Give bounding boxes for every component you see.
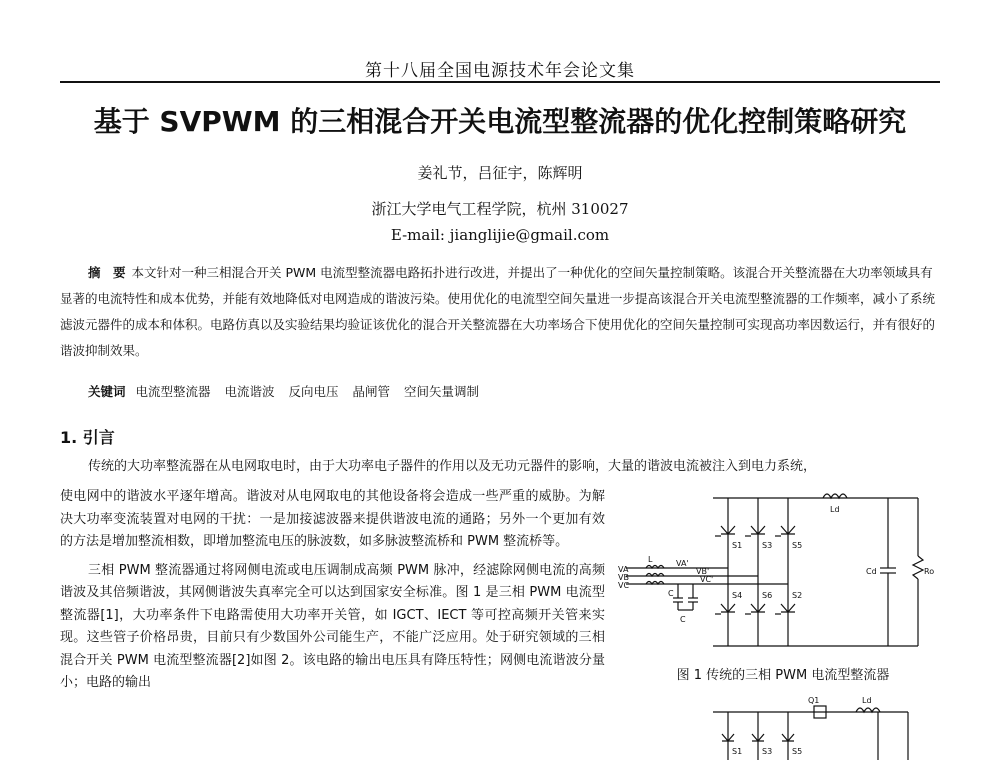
keywords-label: 关键词 [88,384,126,399]
label-c: C [668,589,674,598]
paragraph: 三相 PWM 整流器通过将网侧电流或电压调制成高频 PWM 脉冲，经滤除网侧电流的高频谐波及其倍频谐波，其网侧谐波失真率完全可以达到国家安全标准。图 1 是三相 PWM 电流型整流器[1]，大功率条件下电路需使用大功率开关管，如 IGCT、IECT 等可控高频开关管来实现。这些管子价格昂贵，目前只有少数国外公司能生产，不能广泛应用。处于研究领域的三相混合开关 PWM 电流型整流器[2]如图 2。该电路的输出电压具有降压特性；网侧电流谐波分量小；电路的输出 [60,562,605,690]
label-ro: Ro [924,567,935,576]
label-va: VA [618,565,629,574]
paper-affiliation: 浙江大学电气工程学院，杭州 310027 [371,200,629,218]
label-s5: S5 [792,747,803,756]
abstract-text: 本文针对一种三相混合开关 PWM 电流型整流器电路拓扑进行改进，并提出了一种优化的空间矢量控制策略。该混合开关整流器在大功率领域具有显著的电流特性和成本优势，并能有效地降低对电网造成的谐波污染。使用优化的电流型空间矢量进一步提高该混合开关电流型整流器的工作频率，减小了系统滤波元器件的成本和体积。电路仿真以及实验结果均验证该优化的混合开关整流器在大功率场合下使用优化的空间矢量控制可实现高功率因数运行，并有很好的谐波抑制效果。 [60,265,936,358]
label-vb: VB [618,573,629,582]
label-ld: Ld [830,505,840,514]
figure1-caption: 图 1 传统的三相 PWM 电流型整流器 [676,668,890,683]
label-vbp: VB' [696,567,710,576]
keyword-item: 电流型整流器 [135,384,211,399]
body-column [60,486,605,701]
abstract-label: 摘 要 [88,265,126,280]
label-c: C [680,615,686,624]
label-vcp: VC' [700,575,714,584]
abstract [60,260,940,364]
label-s6: S6 [762,591,773,600]
label-vc: VC [618,581,630,590]
label-s1: S1 [732,747,743,756]
figure2-circuit-diagram [618,694,948,760]
label-s3: S3 [762,747,773,756]
keyword-item: 反向电压 [288,384,339,399]
paragraph: 使电网中的谐波水平逐年增高。谐波对从电网取电的其他设备将会造成一些严重的威胁。为解决大功率变流装置对电网的干扰：一是加接滤波器来提供谐波电流的通路；另外一个更加有效的方法是增加整流相数，即增加整流电压的脉波数，如多脉波整流桥和 PWM 整流桥等。 [60,489,605,549]
label-vap: VA' [676,559,689,568]
figure1-circuit-diagram [618,486,948,656]
keywords [60,382,940,400]
label-s5: S5 [792,541,803,550]
paper-authors: 姜礼节，吕征宇，陈辉明 [417,164,583,182]
label-cd: Cd [866,567,877,576]
label-s4: S4 [732,591,743,600]
label-s2: S2 [792,591,803,600]
header-rule [60,81,940,83]
label-s3: S3 [762,541,773,550]
paragraph-first-line: 传统的大功率整流器在从电网取电时，由于大功率电子器件的作用以及无功元器件的影响，大量的谐波电流被注入到电力系统， [88,459,817,474]
label-l: L [648,555,653,564]
paper-title: 基于 SVPWM 的三相混合开关电流型整流器的优化控制策略研究 [93,105,907,138]
keyword-item: 空间矢量调制 [404,384,480,399]
label-s1: S1 [732,541,743,550]
keyword-item: 电流谐波 [224,384,275,399]
paper-email: E-mail: jianglijie@gmail.com [390,226,610,244]
label-ld: Ld [862,696,872,705]
label-q1: Q1 [808,696,820,705]
keyword-item: 晶闸管 [352,384,391,399]
section-heading: 1. 引言 [60,428,115,447]
conference-header: 第十八届全国电源技术年会论文集 [365,61,635,81]
